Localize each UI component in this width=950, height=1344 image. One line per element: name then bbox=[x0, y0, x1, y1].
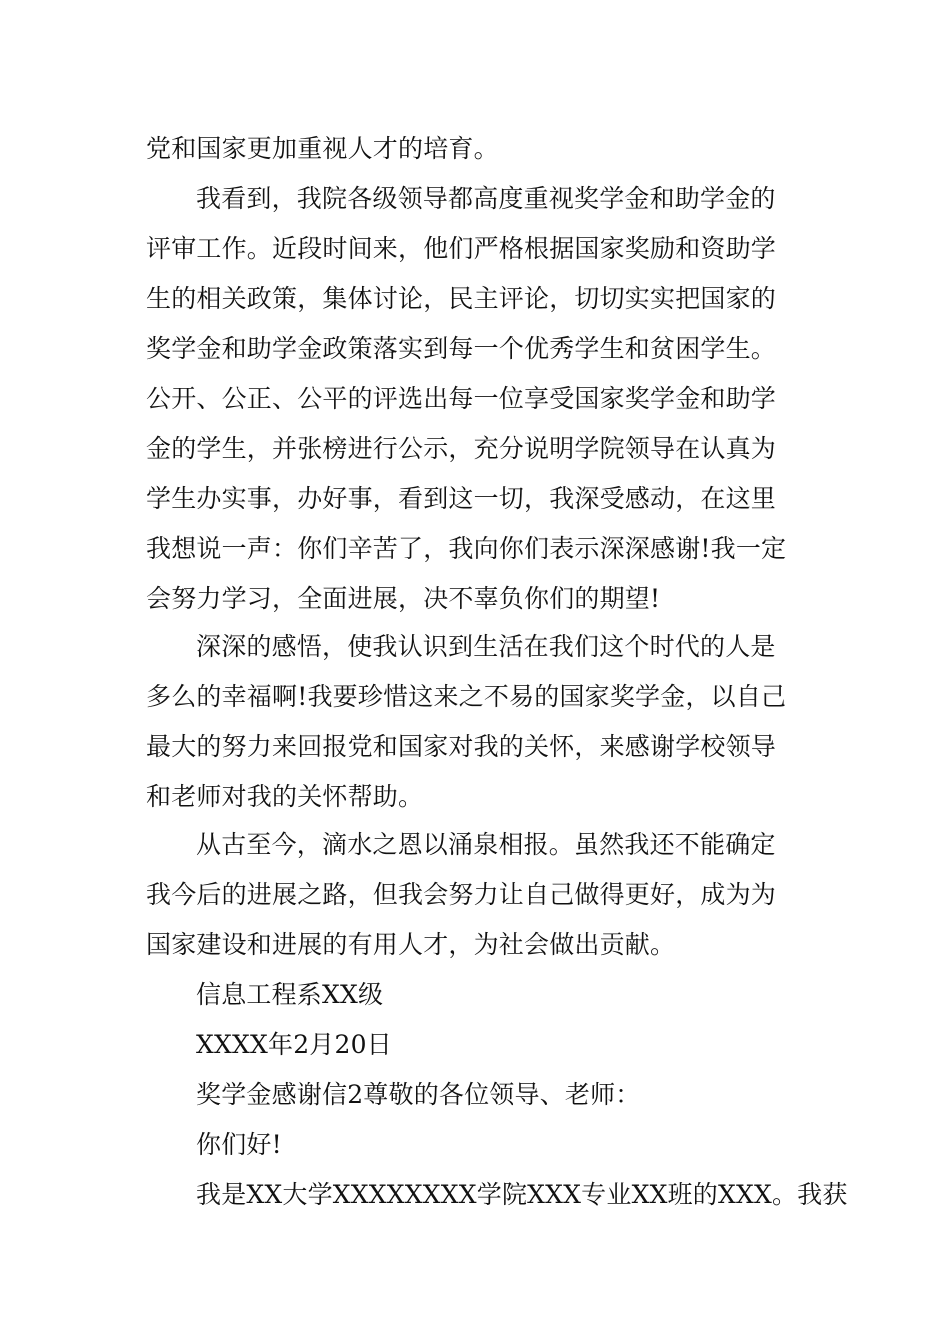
text-line: 金的学生，并张榜进行公示，充分说明学院领导在认真为 bbox=[146, 434, 777, 463]
text-line: 学生办实事，办好事，看到这一切，我深受感动，在这里 bbox=[146, 484, 777, 513]
paragraph-start-line: 我是XX大学XXXXXXXX学院XXX专业XX班的XXX。我获 bbox=[196, 1180, 848, 1209]
text-line: 和老师对我的关怀帮助。 bbox=[146, 782, 424, 811]
signature-date: XXXX年2月20日 bbox=[196, 1030, 392, 1059]
text-line: 生的相关政策，集体讨论，民主评论，切切实实把国家的 bbox=[146, 284, 777, 313]
text-line: 我想说一声：你们辛苦了，我向你们表示深深感谢!我一定 bbox=[146, 534, 787, 563]
text-line: 我今后的进展之路，但我会努力让自己做得更好，成为为 bbox=[146, 880, 777, 909]
greeting-line: 你们好! bbox=[196, 1130, 282, 1159]
paragraph-start-line: 深深的感悟，使我认识到生活在我们这个时代的人是 bbox=[196, 632, 776, 661]
text-line: 公开、公正、公平的评选出每一位享受国家奖学金和助学 bbox=[146, 384, 777, 413]
paragraph-start-line: 从古至今，滴水之恩以涌泉相报。虽然我还不能确定 bbox=[196, 830, 776, 859]
text-line: 最大的努力来回报党和国家对我的关怀，来感谢学校领导 bbox=[146, 732, 777, 761]
letter-heading-line: 奖学金感谢信2尊敬的各位领导、老师： bbox=[196, 1080, 641, 1109]
text-line: 评审工作。近段时间来，他们严格根据国家奖励和资助学 bbox=[146, 234, 777, 263]
paragraph-start-line: 我看到，我院各级领导都高度重视奖学金和助学金的 bbox=[196, 184, 776, 213]
signature-department: 信息工程系XX级 bbox=[196, 980, 384, 1009]
text-line: 多么的幸福啊!我要珍惜这来之不易的国家奖学金，以自己 bbox=[146, 682, 787, 711]
text-line: 会努力学习，全面进展，决不辜负你们的期望! bbox=[146, 584, 661, 613]
text-line: 党和国家更加重视人才的培育。 bbox=[146, 134, 499, 163]
text-line: 国家建设和进展的有用人才，为社会做出贡献。 bbox=[146, 930, 676, 959]
text-line: 奖学金和助学金政策落实到每一个优秀学生和贫困学生。 bbox=[146, 334, 777, 363]
